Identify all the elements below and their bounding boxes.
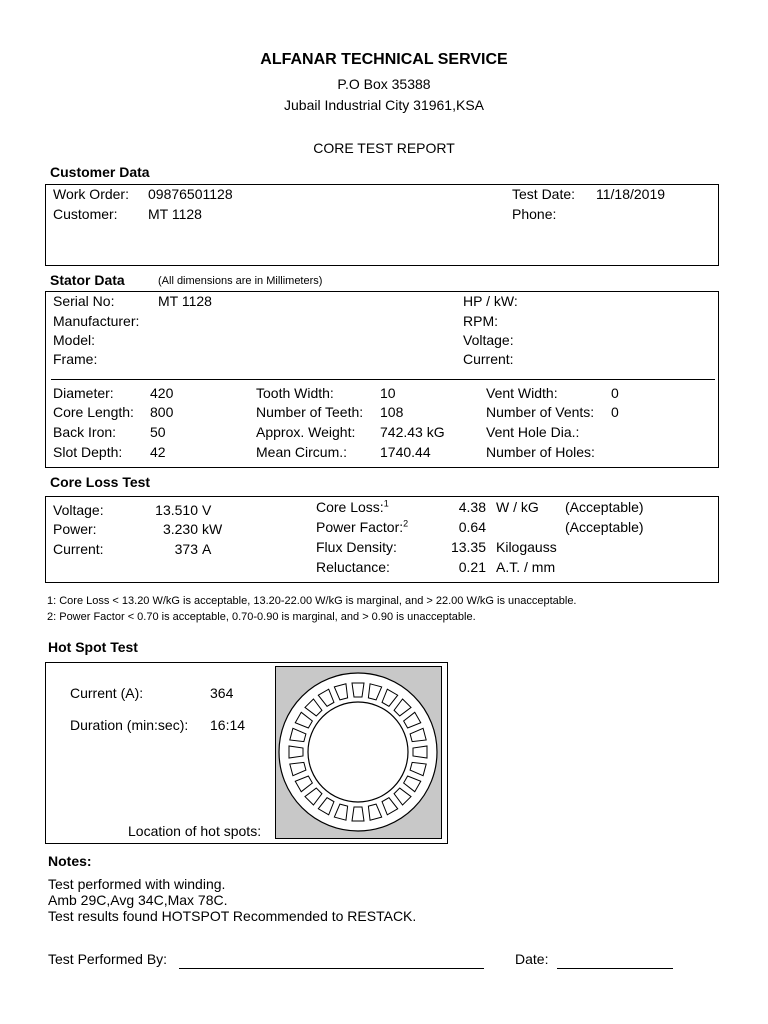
- reluctance-label: Reluctance:: [316, 559, 390, 575]
- performed-by-label: Test Performed By:: [48, 951, 168, 967]
- cl-power-label: Power:: [53, 521, 97, 537]
- tooth-width-value: 10: [380, 385, 396, 401]
- slot-depth-label: Slot Depth:: [53, 444, 123, 460]
- hs-current-value: 364: [210, 685, 234, 701]
- vent-width-value: 0: [611, 385, 619, 401]
- num-vents-value: 0: [611, 404, 619, 420]
- footnote-2-marker: 2: [403, 518, 409, 529]
- hot-spot-box: [45, 662, 448, 844]
- core-length-value: 800: [150, 404, 174, 420]
- back-iron-value: 50: [150, 424, 166, 440]
- hot-spot-location-label: Location of hot spots:: [128, 823, 262, 839]
- cl-voltage-value: 13.510: [155, 502, 198, 518]
- date-line[interactable]: [557, 968, 673, 969]
- core-length-label: Core Length:: [53, 404, 134, 420]
- stator-bore: [308, 702, 408, 802]
- weight-value: 742.43 kG: [380, 424, 445, 440]
- cl-power-value: 3.230: [162, 521, 198, 537]
- phone-label: Phone:: [512, 206, 557, 222]
- note-line-1: Test performed with winding.: [48, 876, 226, 892]
- circum-label: Mean Circum.:: [256, 444, 348, 460]
- stator-slot: [352, 807, 364, 821]
- notes-heading: Notes:: [48, 853, 92, 869]
- stator-slot: [413, 746, 427, 758]
- date-label: Date:: [515, 951, 549, 967]
- vent-hole-label: Vent Hole Dia.:: [486, 424, 580, 440]
- cl-current-label: Current:: [53, 541, 104, 557]
- circum-value: 1740.44: [380, 444, 431, 460]
- core-loss-heading: Core Loss Test: [50, 474, 151, 490]
- core-loss-label: Core Loss:$^1$: [316, 498, 389, 515]
- flux-label: Flux Density:: [316, 539, 397, 555]
- note-line-2: Amb 29C,Avg 34C,Max 78C.: [48, 892, 228, 908]
- core-loss-box: [45, 496, 719, 583]
- back-iron-label: Back Iron:: [53, 424, 117, 440]
- cl-current-value: 373: [174, 541, 198, 557]
- num-holes-label: Number of Holes:: [486, 444, 595, 460]
- voltage-label: Voltage:: [463, 332, 514, 348]
- customer-label: Customer:: [53, 206, 118, 222]
- serial-label: Serial No:: [53, 293, 115, 309]
- stator-heading: Stator Data: [50, 272, 125, 288]
- num-vents-label: Number of Vents:: [486, 404, 595, 420]
- cl-current-unit: A: [202, 541, 212, 557]
- core-loss-status: (Acceptable): [565, 499, 644, 515]
- company-name: ALFANAR TECHNICAL SERVICE: [260, 51, 508, 68]
- core-loss-unit: W / kG: [496, 499, 539, 515]
- diameter-value: 420: [150, 385, 174, 401]
- test-date-label: Test Date:: [512, 186, 576, 202]
- po-box: P.O Box 35388: [337, 76, 431, 92]
- hs-duration-value: 16:14: [210, 717, 246, 733]
- city: Jubail Industrial City 31961,KSA: [284, 97, 484, 113]
- reluctance-unit: A.T. / mm: [496, 559, 556, 575]
- flux-unit: Kilogauss: [496, 539, 557, 555]
- hs-current-label: Current (A):: [70, 685, 144, 701]
- stator-box: [45, 291, 719, 468]
- footnote-1: 1: Core Loss < 13.20 W/kG is acceptable, 13.20-22.00 W/kG is marginal, and > 22.00 W/kG is unacceptable.: [47, 595, 577, 607]
- tooth-width-label: Tooth Width:: [256, 385, 334, 401]
- stator-slot: [289, 746, 303, 758]
- cl-voltage-unit: V: [202, 502, 212, 518]
- cl-power-unit: kW: [202, 521, 223, 537]
- stator-core-diagram: [275, 666, 442, 839]
- core-loss-value: 4.38: [458, 499, 486, 515]
- rpm-label: RPM:: [463, 313, 498, 329]
- vent-width-label: Vent Width:: [486, 385, 558, 401]
- serial-value: MT 1128: [158, 293, 212, 309]
- note-line-3: Test results found HOTSPOT Recommended to RESTACK.: [48, 908, 417, 924]
- pf-value: 0.64: [458, 519, 486, 535]
- diameter-label: Diameter:: [53, 385, 114, 401]
- report-title: CORE TEST REPORT: [313, 140, 455, 156]
- work-order-label: Work Order:: [53, 186, 129, 202]
- stator-slot: [352, 683, 364, 697]
- pf-label: Power Factor:$^2$: [316, 518, 409, 535]
- test-date-value: 11/18/2019: [596, 186, 666, 202]
- customer-box: [45, 184, 719, 266]
- footnote-1-marker: 1: [383, 498, 389, 509]
- customer-value: MT 1128: [148, 206, 202, 222]
- hot-spot-heading: Hot Spot Test: [48, 639, 138, 655]
- customer-heading: Customer Data: [50, 164, 150, 180]
- flux-value: 13.35: [450, 539, 486, 555]
- weight-label: Approx. Weight:: [256, 424, 356, 440]
- reluctance-value: 0.21: [458, 559, 486, 575]
- footnote-2: 2: Power Factor < 0.70 is acceptable, 0.70-0.90 is marginal, and > 0.90 is unacceptable.: [47, 611, 476, 623]
- slot-depth-value: 42: [150, 444, 166, 460]
- performed-by-line[interactable]: [179, 968, 484, 969]
- hs-duration-label: Duration (min:sec):: [70, 717, 189, 733]
- current-label: Current:: [463, 351, 514, 367]
- work-order-value: 09876501128: [148, 186, 233, 202]
- manufacturer-label: Manufacturer:: [53, 313, 140, 329]
- hp-label: HP / kW:: [463, 293, 518, 309]
- stator-divider: [51, 379, 715, 380]
- model-label: Model:: [53, 332, 96, 348]
- frame-label: Frame:: [53, 351, 98, 367]
- stator-note: (All dimensions are in Millimeters): [158, 275, 323, 287]
- pf-status: (Acceptable): [565, 519, 644, 535]
- num-teeth-label: Number of Teeth:: [256, 404, 364, 420]
- num-teeth-value: 108: [380, 404, 404, 420]
- cl-voltage-label: Voltage:: [53, 502, 104, 518]
